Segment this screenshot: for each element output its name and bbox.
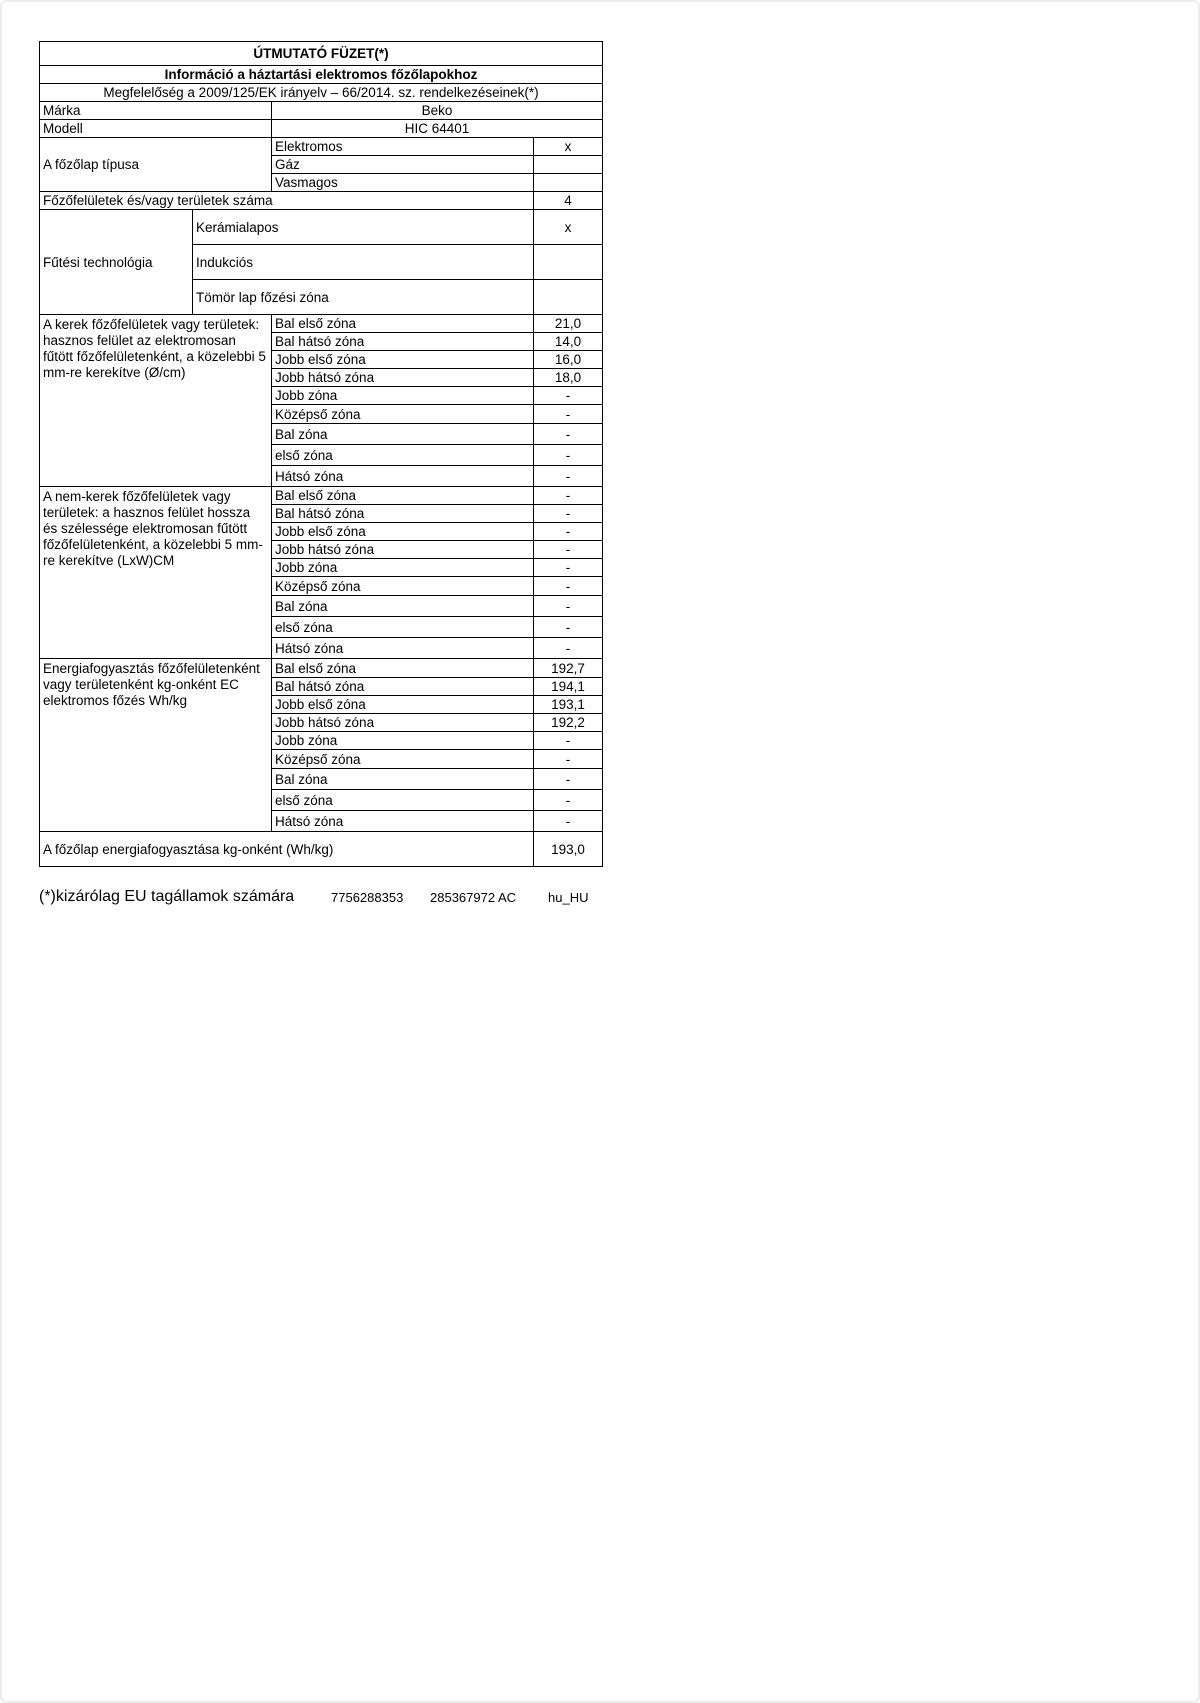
round-zone-value: 16,0 bbox=[534, 351, 603, 369]
energy-zone-value: 192,7 bbox=[534, 659, 603, 678]
nonround-zone-value: - bbox=[534, 541, 603, 559]
brand-value: Beko bbox=[272, 102, 603, 120]
round-zone-value: - bbox=[534, 466, 603, 487]
nonround-zone-name: első zóna bbox=[272, 617, 534, 638]
nonround-zone-name: Bal első zóna bbox=[272, 487, 534, 505]
round-zone-name: Jobb zóna bbox=[272, 387, 534, 405]
round-zone-name: Középső zóna bbox=[272, 405, 534, 424]
energy-zone-name: Középső zóna bbox=[272, 750, 534, 769]
round-zone-name: első zóna bbox=[272, 445, 534, 466]
round-zone-value: 18,0 bbox=[534, 369, 603, 387]
hob-type-mark: x bbox=[534, 138, 603, 156]
hob-type-option: Elektromos bbox=[272, 138, 534, 156]
brand-row bbox=[40, 102, 603, 120]
round-zone-value: 21,0 bbox=[534, 315, 603, 333]
energy-zone-value: - bbox=[534, 790, 603, 811]
nonround-zone-name: Hátsó zóna bbox=[272, 638, 534, 659]
hob-type-label: A főzőlap típusa bbox=[40, 138, 272, 192]
total-energy-value: 193,0 bbox=[534, 832, 603, 867]
compliance-text: Megfelelőség a 2009/125/EK irányelv – 66/2014. sz. rendelkezéseinek(*) bbox=[40, 84, 603, 102]
nonround-zone-name: Jobb első zóna bbox=[272, 523, 534, 541]
energy-zones-label: Energiafogyasztás főzőfelületenként vagy területenként kg-onként EC elektromos főzés Wh/kg bbox=[40, 659, 272, 832]
round-zone-name: Jobb hátsó zóna bbox=[272, 369, 534, 387]
nonround-zone-name: Bal zóna bbox=[272, 596, 534, 617]
energy-zone-value: - bbox=[534, 811, 603, 832]
heating-mark: x bbox=[534, 210, 603, 245]
heating-row bbox=[40, 210, 603, 245]
round-zone-value: - bbox=[534, 387, 603, 405]
round-zone-name: Bal hátsó zóna bbox=[272, 333, 534, 351]
hob-type-option: Vasmagos bbox=[272, 174, 534, 192]
energy-zone-value: - bbox=[534, 750, 603, 769]
nonround-zone-value: - bbox=[534, 617, 603, 638]
energy-zone-value: - bbox=[534, 769, 603, 790]
nonround-zone-value: - bbox=[534, 505, 603, 523]
energy-zone-value: 192,2 bbox=[534, 714, 603, 732]
energy-zone-name: Bal zóna bbox=[272, 769, 534, 790]
title-row bbox=[40, 42, 603, 66]
heating-label: Fűtési technológia bbox=[40, 210, 193, 315]
round-zone-name: Bal zóna bbox=[272, 424, 534, 445]
energy-zone-name: Bal első zóna bbox=[272, 659, 534, 678]
energy-zone-name: Hátsó zóna bbox=[272, 811, 534, 832]
footer bbox=[39, 888, 609, 908]
round-zones-label: A kerek főzőfelületek vagy területek: hasznos felület az elektromosan fűtött főzőfelületenként, a közelebbi 5 mm-re kerekítve (Ø/cm) bbox=[40, 315, 272, 487]
nonround-zone-value: - bbox=[534, 638, 603, 659]
energy-zone-name: első zóna bbox=[272, 790, 534, 811]
eu-only-note: (*)kizárólag EU tagállamok számára bbox=[39, 888, 295, 905]
hob-type-mark bbox=[534, 156, 603, 174]
nonround-zone-value: - bbox=[534, 487, 603, 505]
round-zone-value: - bbox=[534, 424, 603, 445]
model-row bbox=[40, 120, 603, 138]
round-zone-row bbox=[40, 315, 603, 333]
nonround-zone-name: Bal hátsó zóna bbox=[272, 505, 534, 523]
total-energy-label: A főzőlap energiafogyasztása kg-onként (Wh/kg) bbox=[40, 832, 534, 867]
nonround-zone-name: Jobb hátsó zóna bbox=[272, 541, 534, 559]
energy-zone-name: Jobb első zóna bbox=[272, 696, 534, 714]
nonround-zone-name: Jobb zóna bbox=[272, 559, 534, 577]
round-zone-value: 14,0 bbox=[534, 333, 603, 351]
document-subtitle: Információ a háztartási elektromos főzőlapokhoz bbox=[40, 66, 603, 84]
energy-zone-value: - bbox=[534, 732, 603, 750]
energy-zone-value: 194,1 bbox=[534, 678, 603, 696]
round-zone-name: Hátsó zóna bbox=[272, 466, 534, 487]
round-zone-value: - bbox=[534, 405, 603, 424]
language-code: hu_HU bbox=[548, 890, 589, 905]
zone-count-row bbox=[40, 192, 603, 210]
heating-option: Tömör lap főzési zóna bbox=[193, 280, 534, 315]
subtitle-row bbox=[40, 66, 603, 84]
nonround-zone-value: - bbox=[534, 523, 603, 541]
round-zone-value: - bbox=[534, 445, 603, 466]
heating-mark bbox=[534, 245, 603, 280]
nonround-zones-label: A nem-kerek főzőfelületek vagy területek: a hasznos felület hossza és szélessége elektromosan fűtött főzőfelületenként, a közelebbi 5 mm-re kerekítve (LxW)CM bbox=[40, 487, 272, 659]
nonround-zone-value: - bbox=[534, 596, 603, 617]
document-code: 7756288353 bbox=[331, 890, 404, 905]
heating-option: Kerámialapos bbox=[193, 210, 534, 245]
hob-type-mark bbox=[534, 174, 603, 192]
round-zone-name: Bal első zóna bbox=[272, 315, 534, 333]
product-info-table bbox=[39, 41, 603, 867]
energy-zone-value: 193,1 bbox=[534, 696, 603, 714]
heating-mark bbox=[534, 280, 603, 315]
document-title: ÚTMUTATÓ FÜZET(*) bbox=[40, 42, 603, 66]
brand-label: Márka bbox=[40, 102, 272, 120]
model-value: HIC 64401 bbox=[272, 120, 603, 138]
product-code: 285367972 AC bbox=[430, 890, 517, 905]
energy-zone-row bbox=[40, 659, 603, 678]
zone-count-value: 4 bbox=[534, 192, 603, 210]
nonround-zone-value: - bbox=[534, 577, 603, 596]
round-zone-name: Jobb első zóna bbox=[272, 351, 534, 369]
energy-zone-name: Jobb hátsó zóna bbox=[272, 714, 534, 732]
nonround-zone-row bbox=[40, 487, 603, 505]
energy-zone-name: Bal hátsó zóna bbox=[272, 678, 534, 696]
model-label: Modell bbox=[40, 120, 272, 138]
hob-type-option: Gáz bbox=[272, 156, 534, 174]
energy-zone-name: Jobb zóna bbox=[272, 732, 534, 750]
nonround-zone-value: - bbox=[534, 559, 603, 577]
heating-option: Indukciós bbox=[193, 245, 534, 280]
compliance-row bbox=[40, 84, 603, 102]
zone-count-label: Főzőfelületek és/vagy területek száma bbox=[40, 192, 534, 210]
hob-type-row bbox=[40, 138, 603, 156]
nonround-zone-name: Középső zóna bbox=[272, 577, 534, 596]
total-energy-row bbox=[40, 832, 603, 867]
